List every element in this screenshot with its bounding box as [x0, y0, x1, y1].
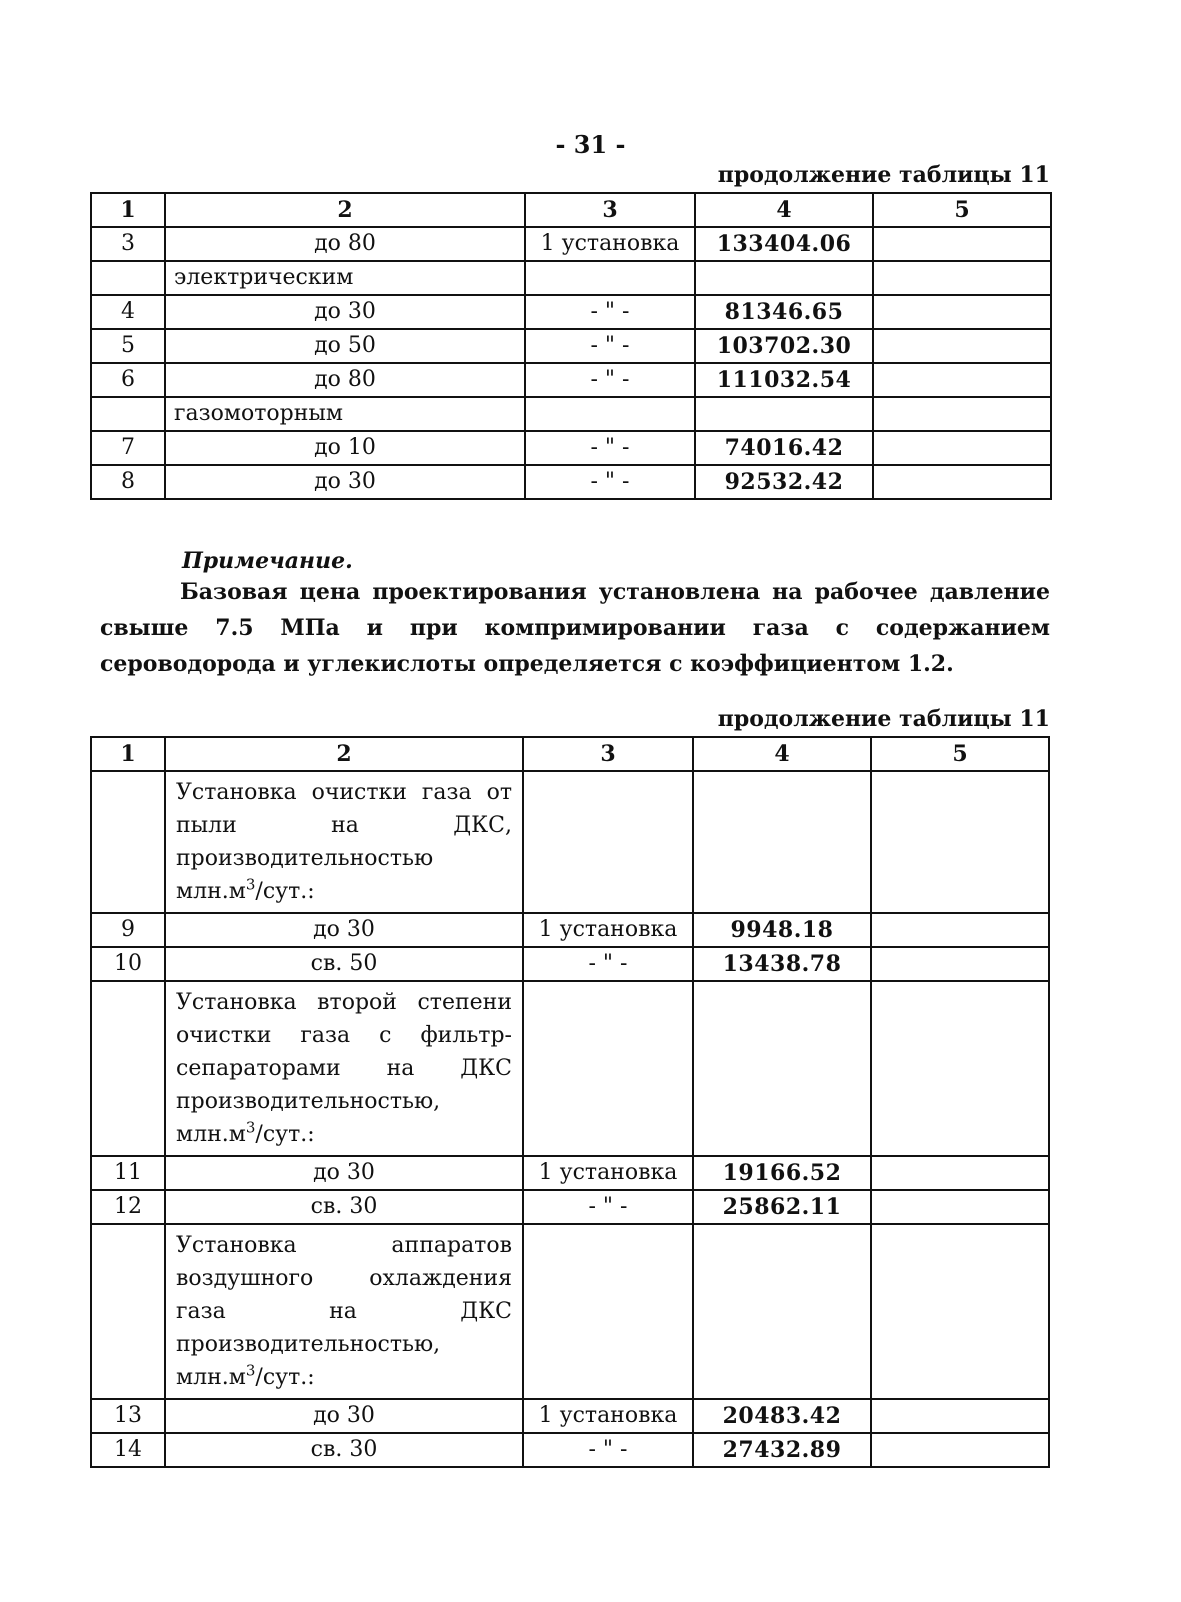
group-title-superscript: 3	[245, 875, 256, 894]
row-number: 7	[91, 431, 165, 465]
row-price	[693, 771, 871, 913]
row-col5	[871, 1433, 1049, 1467]
row-col5	[873, 227, 1051, 261]
group-title-superscript: 3	[245, 1361, 256, 1380]
row-col5	[873, 329, 1051, 363]
table-header-row	[91, 193, 1051, 227]
row-unit: 1 установка	[525, 227, 695, 261]
table-header-row	[91, 737, 1049, 771]
column-header: 2	[165, 737, 523, 771]
column-header: 1	[91, 737, 165, 771]
row-col5	[871, 1399, 1049, 1433]
row-col5	[873, 465, 1051, 499]
table2-caption: продолжение таблицы 11	[717, 706, 1050, 732]
note-text: Базовая цена проектирования установлена на рабочее давление свыше 7.5 МПа и при компримировании газа с содержанием сероводорода и углекислоты определяется с коэффициентом 1.2.	[100, 579, 1050, 677]
column-header: 4	[695, 193, 873, 227]
row-col5	[871, 771, 1049, 913]
row-number	[91, 1224, 165, 1399]
row-description: до 30	[165, 1156, 523, 1190]
group-title-text: Установка очистки газа от пыли на ДКС, производительностью млн.м	[176, 780, 512, 904]
group-title-text: Установка аппаратов воздушного охлаждения газа на ДКС производительностью, млн.м	[176, 1233, 512, 1390]
row-col5	[871, 947, 1049, 981]
note-title: Примечание.	[182, 548, 353, 574]
row-price: 9948.18	[693, 913, 871, 947]
row-description: до 30	[165, 295, 525, 329]
row-unit	[525, 397, 695, 431]
row-unit: - " -	[525, 431, 695, 465]
row-price: 20483.42	[693, 1399, 871, 1433]
row-col5	[871, 913, 1049, 947]
table-row	[91, 465, 1051, 499]
row-unit: 1 установка	[523, 1156, 693, 1190]
table1-caption: продолжение таблицы 11	[717, 162, 1050, 188]
table-row	[91, 329, 1051, 363]
row-description: до 30	[165, 465, 525, 499]
table-row	[91, 295, 1051, 329]
column-header: 4	[693, 737, 871, 771]
row-number: 6	[91, 363, 165, 397]
table-row	[91, 1433, 1049, 1467]
row-price: 111032.54	[695, 363, 873, 397]
row-price: 13438.78	[693, 947, 871, 981]
row-price	[695, 261, 873, 295]
row-price: 92532.42	[695, 465, 873, 499]
row-price: 19166.52	[693, 1156, 871, 1190]
table-row	[91, 947, 1049, 981]
group-title-suffix: /сут.:	[255, 1365, 315, 1390]
row-description: св. 30	[165, 1190, 523, 1224]
table2	[90, 736, 1050, 1468]
row-description: св. 50	[165, 947, 523, 981]
row-price	[693, 1224, 871, 1399]
row-number	[91, 397, 165, 431]
group-title	[165, 981, 523, 1156]
row-col5	[871, 1224, 1049, 1399]
table-row	[91, 431, 1051, 465]
row-number: 13	[91, 1399, 165, 1433]
group-title-text: Установка второй степени очистки газа с фильтр-сепараторами на ДКС производительностью, млн.м	[176, 990, 512, 1147]
row-number: 4	[91, 295, 165, 329]
table-row	[91, 227, 1051, 261]
row-price: 81346.65	[695, 295, 873, 329]
row-unit: - " -	[525, 465, 695, 499]
row-price: 25862.11	[693, 1190, 871, 1224]
row-col5	[873, 397, 1051, 431]
group-row	[91, 397, 1051, 431]
row-description: до 80	[165, 227, 525, 261]
column-header: 2	[165, 193, 525, 227]
table-row	[91, 363, 1051, 397]
table-row	[91, 1156, 1049, 1190]
column-header: 5	[871, 737, 1049, 771]
row-col5	[873, 295, 1051, 329]
row-unit	[525, 261, 695, 295]
row-unit: 1 установка	[523, 1399, 693, 1433]
row-unit	[523, 981, 693, 1156]
group-title	[165, 771, 523, 913]
column-header: 3	[523, 737, 693, 771]
row-number: 11	[91, 1156, 165, 1190]
group-row	[91, 771, 1049, 913]
row-description: до 80	[165, 363, 525, 397]
row-unit	[523, 1224, 693, 1399]
row-unit: - " -	[525, 363, 695, 397]
row-number: 8	[91, 465, 165, 499]
row-col5	[871, 1190, 1049, 1224]
row-description: до 50	[165, 329, 525, 363]
page-number: - 31 -	[555, 130, 626, 159]
row-description: газомоторным	[165, 397, 525, 431]
row-price: 133404.06	[695, 227, 873, 261]
row-description: до 30	[165, 913, 523, 947]
row-unit: - " -	[523, 1190, 693, 1224]
group-row	[91, 981, 1049, 1156]
row-col5	[873, 363, 1051, 397]
group-title-superscript: 3	[245, 1118, 256, 1137]
row-price	[695, 397, 873, 431]
table-row	[91, 1190, 1049, 1224]
row-number: 10	[91, 947, 165, 981]
row-price: 103702.30	[695, 329, 873, 363]
row-number: 3	[91, 227, 165, 261]
column-header: 5	[873, 193, 1051, 227]
row-number: 12	[91, 1190, 165, 1224]
row-description: до 10	[165, 431, 525, 465]
table-row	[91, 913, 1049, 947]
row-description: электрическим	[165, 261, 525, 295]
column-header: 1	[91, 193, 165, 227]
group-row	[91, 1224, 1049, 1399]
group-row	[91, 261, 1051, 295]
row-unit: - " -	[523, 947, 693, 981]
row-price: 74016.42	[695, 431, 873, 465]
table-row	[91, 1399, 1049, 1433]
row-unit: - " -	[525, 329, 695, 363]
row-description: до 30	[165, 1399, 523, 1433]
row-unit	[523, 771, 693, 913]
row-unit: - " -	[523, 1433, 693, 1467]
row-number: 14	[91, 1433, 165, 1467]
row-number: 9	[91, 913, 165, 947]
row-number: 5	[91, 329, 165, 363]
row-unit: 1 установка	[523, 913, 693, 947]
column-header: 3	[525, 193, 695, 227]
group-title	[165, 1224, 523, 1399]
row-price: 27432.89	[693, 1433, 871, 1467]
row-col5	[871, 1156, 1049, 1190]
row-number	[91, 981, 165, 1156]
group-title-suffix: /сут.:	[255, 1122, 315, 1147]
row-number	[91, 771, 165, 913]
row-unit: - " -	[525, 295, 695, 329]
row-price	[693, 981, 871, 1156]
table1	[90, 192, 1052, 500]
row-col5	[873, 431, 1051, 465]
row-col5	[871, 981, 1049, 1156]
group-title-suffix: /сут.:	[255, 879, 315, 904]
row-number	[91, 261, 165, 295]
row-description: св. 30	[165, 1433, 523, 1467]
row-col5	[873, 261, 1051, 295]
